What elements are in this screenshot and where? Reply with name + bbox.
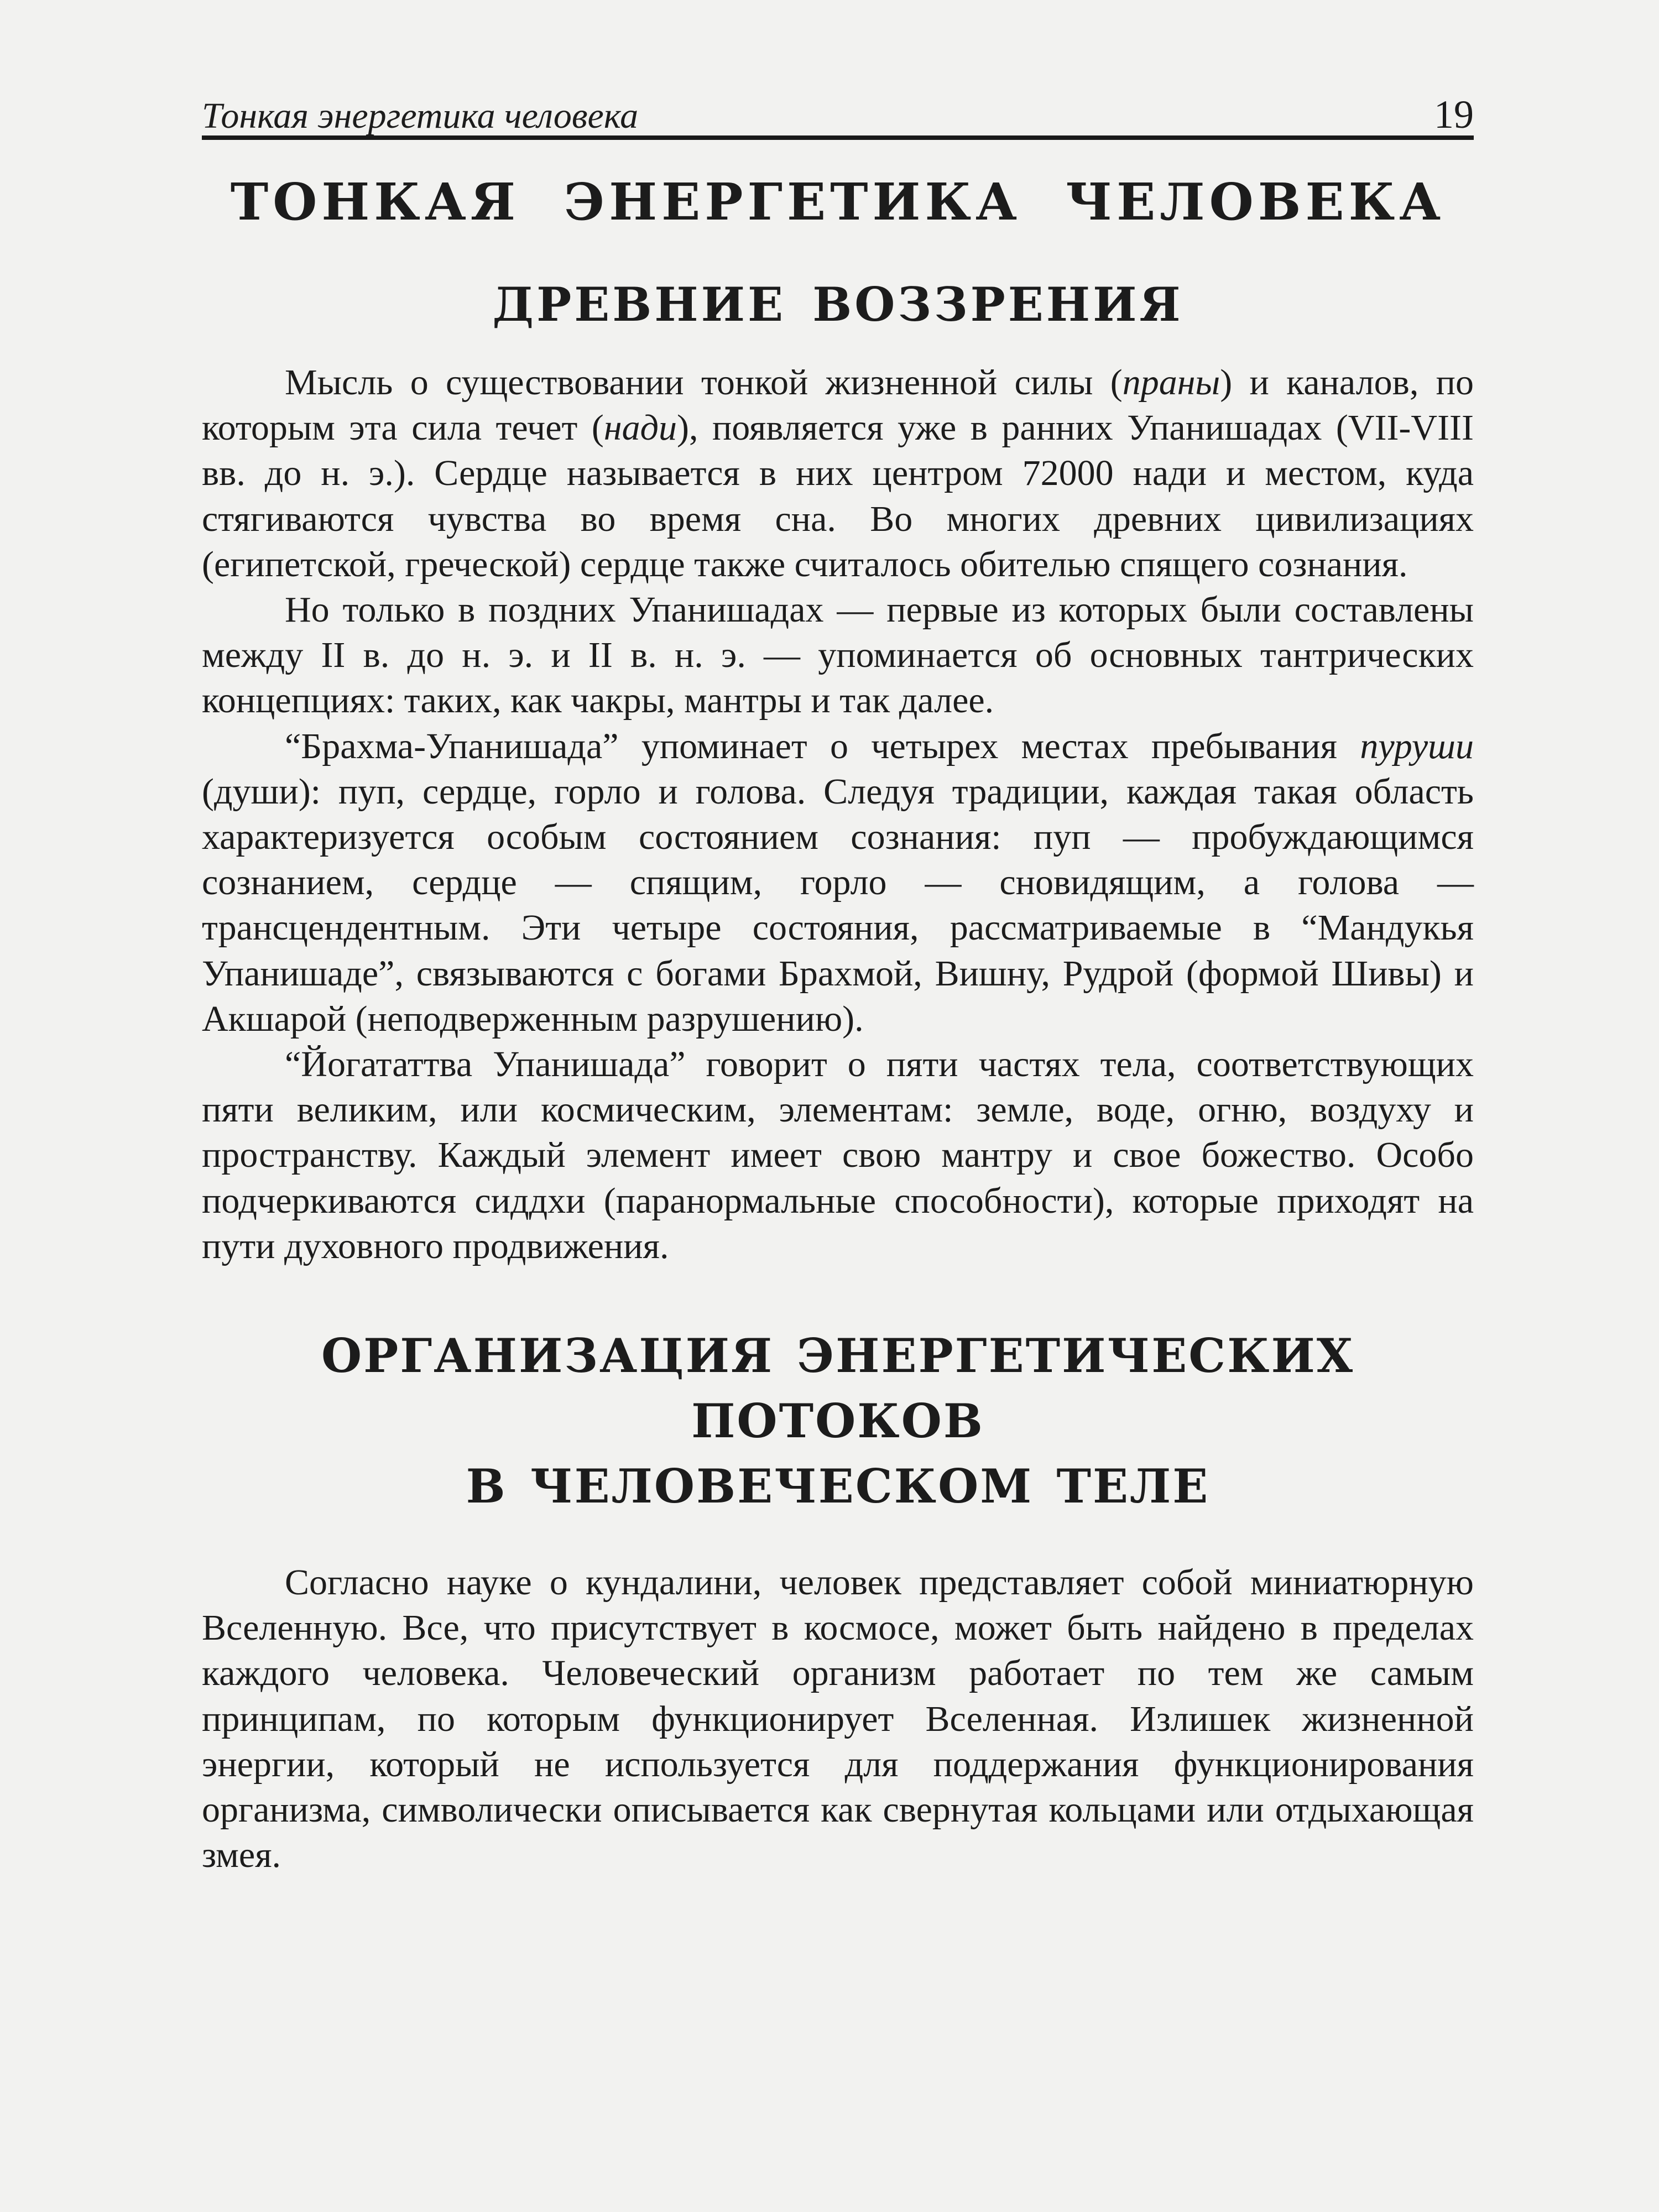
paragraph-text: ), появляется уже в ранних Упанишадах (VII-VIII вв. до н. э.). Сердце называется в них центром 72000 нади и местом, куда стягиваются чувства во время сна. Во многих древних цивилизациях (египетской, греческой) сердце также считалось обителью спящего сознания. (202, 408, 1474, 585)
italic-term: нади (603, 408, 677, 448)
paragraph: “Йогататтва Упанишада” говорит о пяти частях тела, соответствующих пяти великим, или космическим, элементам: земле, воде, огню, воздуху и пространству. Каждый элемент имеет свою мантру и свое божество. Особо подчеркиваются сиддхи (паранормальные способности), которые приходят на пути духовного продвижения. (202, 1044, 1474, 1266)
section-title-line: ОРГАНИЗАЦИЯ ЭНЕРГЕТИЧЕСКИХ ПОТОКОВ (321, 1328, 1355, 1449)
main-title: ТОНКАЯ ЭНЕРГЕТИКА ЧЕЛОВЕКА (230, 172, 1446, 232)
section-title-line: В ЧЕЛОВЕЧЕСКОМ ТЕЛЕ (466, 1459, 1210, 1514)
italic-term: пуруши (1360, 726, 1474, 766)
section-title (202, 1323, 1474, 1519)
book-page (202, 83, 1474, 2162)
paragraph: Согласно науке о кундалини, человек представляет собой миниатюрную Вселенную. Все, что присутствует в космосе, может быть найдено в пределах каждого человека. Человеческий организм работает по тем же самым принципам, по которым функционирует Вселенная. Излишек жизненной энергии, который не используется для поддержания функционирования организма, символически описывается как свернутая кольцами или отдыхающая змея. (202, 1562, 1474, 1876)
subsection-title: ДРЕВНИЕ ВОЗЗРЕНИЯ (492, 277, 1183, 332)
paragraph-text: Мысль о существовании тонкой жизненной силы ( (285, 362, 1123, 403)
page-number: 19 (1434, 92, 1474, 137)
paragraph-text: (души): пуп, сердце, горло и голова. Следуя традиции, каждая такая область характеризуется особым состоянием сознания: пуп — пробуждающимся сознанием, сердце — спящим, горло — сновидящим, а голова — трансцендентным. Эти четыре состояния, рассматриваемые в “Мандукья Упанишаде”, связываются с богами Брахмой, Вишну, Рудрой (формой Шивы) и Акшарой (неподверженным разрушению). (202, 771, 1474, 1039)
running-title: Тонкая энергетика человека (202, 96, 639, 136)
paragraph: Но только в поздних Упанишадах — первые из которых были составлены между II в. до н. э. и II в. н. э. — упоминается об основных тантрических концепциях: таких, как чакры, мантры и так далее. (202, 589, 1474, 721)
italic-term: праны (1122, 362, 1220, 403)
paragraph-text: “Брахма-Упанишада” упоминает о четырех местах пребывания (285, 726, 1360, 766)
running-header (202, 83, 1474, 140)
paragraph (202, 724, 1474, 1042)
paragraph (202, 360, 1474, 587)
paragraph-text: ) и каналов, по которым эта сила течет ( (202, 362, 1474, 448)
